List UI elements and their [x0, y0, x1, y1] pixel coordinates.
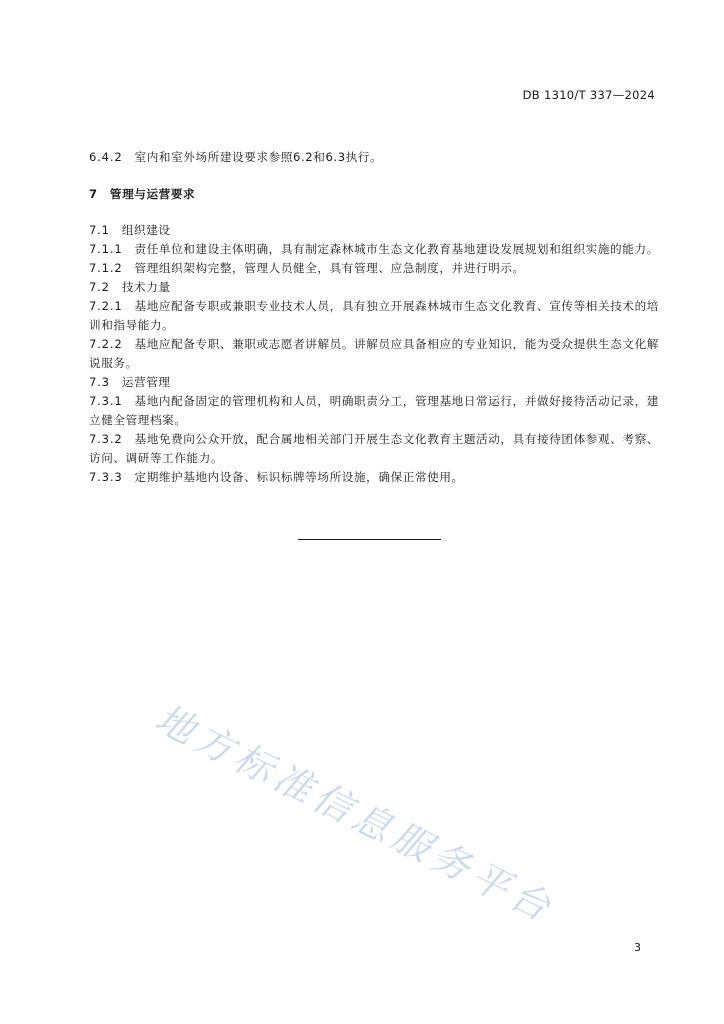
clause-title: 运营管理 — [121, 375, 171, 389]
clause-text: 基地应配备专职、兼职或志愿者讲解员。讲解员应具备相应的专业知识，能为受众提供生态文化解说服务。 — [89, 337, 659, 370]
clause-6-4-2 — [89, 148, 659, 167]
clause-number: 7.1 — [89, 223, 110, 237]
clause-number: 7.3.1 — [89, 394, 123, 408]
clause-number: 7.2 — [89, 280, 110, 294]
document-code: DB 1310/T 337—2024 — [522, 88, 655, 102]
clause-7-1 — [89, 221, 659, 240]
clause-number: 7.2.1 — [89, 299, 123, 313]
section-7-heading — [89, 185, 659, 204]
clause-number: 7.2.2 — [89, 337, 123, 351]
clause-title: 技术力量 — [121, 280, 171, 294]
clause-7-2-1 — [89, 297, 659, 335]
watermark: 地方标准信息服务平台 — [148, 696, 562, 932]
clause-7-1-2 — [89, 259, 659, 278]
clause-text: 基地免费向公众开放，配合属地相关部门开展生态文化教育主题活动，具有接待团体参观、考察、访问、调研等工作能力。 — [89, 432, 659, 465]
document-body — [89, 148, 659, 487]
section-number: 7 — [89, 187, 98, 201]
clause-number: 7.1.2 — [89, 261, 123, 275]
clause-text: 管理组织架构完整，管理人员健全，具有管理、应急制度，并进行明示。 — [134, 261, 525, 275]
clause-text: 定期维护基地内设备、标识标牌等场所设施，确保正常使用。 — [134, 470, 464, 484]
clause-number: 7.3.3 — [89, 470, 123, 484]
clause-7-3-3 — [89, 468, 659, 487]
clause-number: 6.4.2 — [89, 150, 123, 164]
clause-7-2-2 — [89, 335, 659, 373]
end-of-document-rule — [298, 539, 441, 540]
clause-title: 组织建设 — [121, 223, 171, 237]
clause-text: 室内和室外场所建设要求参照6.2和6.3执行。 — [134, 150, 383, 164]
clause-7-3-2 — [89, 430, 659, 468]
clause-7-1-1 — [89, 240, 659, 259]
clause-7-2 — [89, 278, 659, 297]
clause-number: 7.3.2 — [89, 432, 123, 446]
clause-text: 基地应配备专职或兼职专业技术人员，具有独立开展森林城市生态文化教育、宣传等相关技术的培训和指导能力。 — [89, 299, 659, 332]
section-title: 管理与运营要求 — [109, 187, 196, 201]
clause-number: 7.1.1 — [89, 242, 123, 256]
clause-number: 7.3 — [89, 375, 110, 389]
clause-7-3 — [89, 373, 659, 392]
clause-7-3-1 — [89, 392, 659, 430]
clause-text: 责任单位和建设主体明确，具有制定森林城市生态文化教育基地建设发展规划和组织实施的能力。 — [134, 242, 659, 256]
clause-text: 基地内配备固定的管理机构和人员，明确职责分工，管理基地日常运行，并做好接待活动记录，建立健全管理档案。 — [89, 394, 659, 427]
page-number: 3 — [634, 941, 641, 954]
